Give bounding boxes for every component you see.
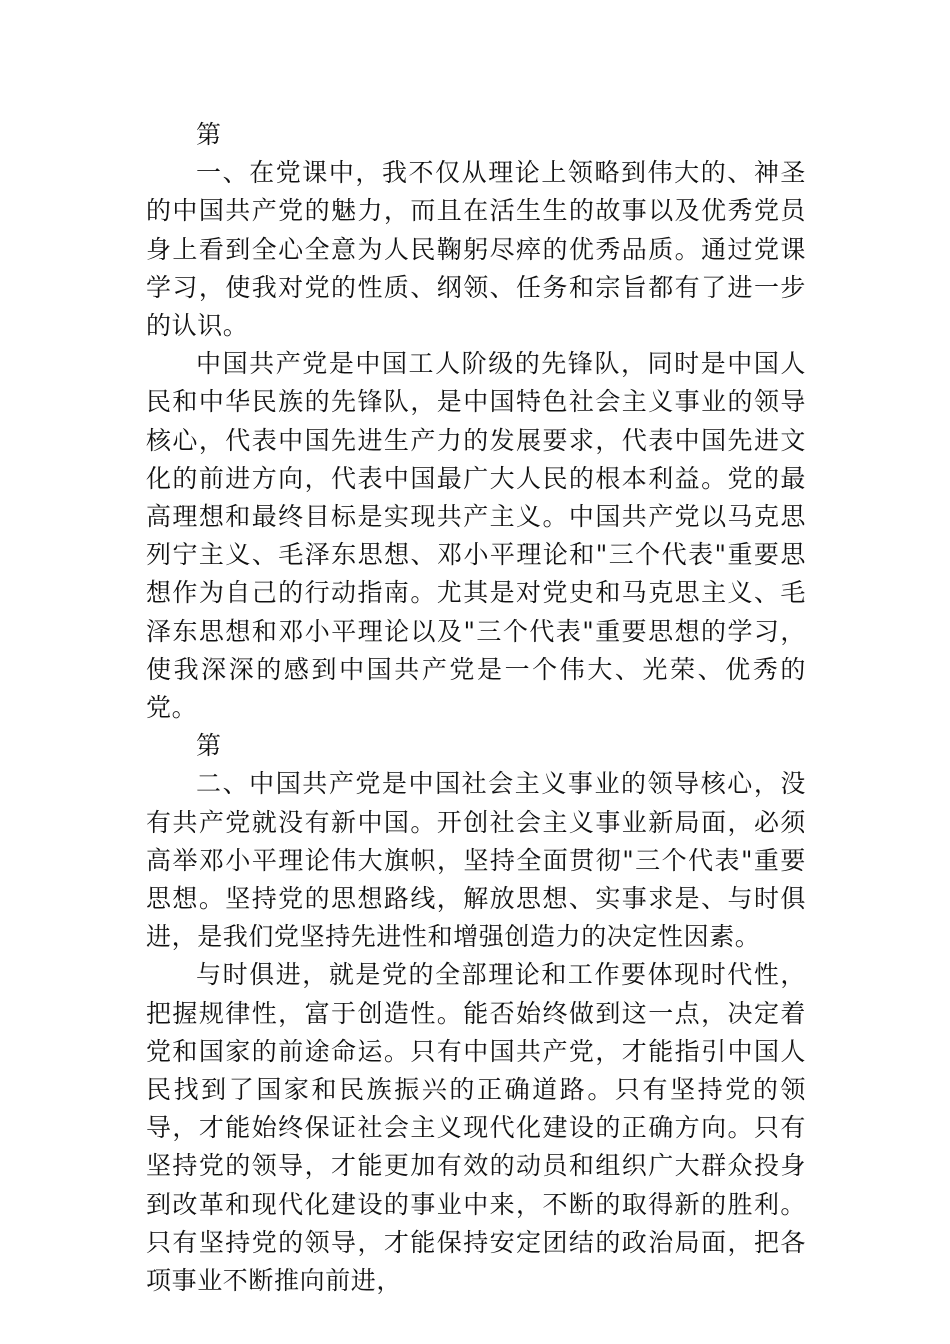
paragraph-3: 中国共产党是中国工人阶级的先锋队，同时是中国人民和中华民族的先锋队，是中国特色社会主义事业的领导核心，代表中国先进生产力的发展要求，代表中国先进文化的前进方向，代表中国最广大人民的根本利益。党的最高理想和最终目标是实现共产主义。中国共产党以马克思列宁主义、毛泽东思想、邓小平理论和"三个代表"重要思想作为自己的行动指南。尤其是对党史和马克思主义、毛泽东思想和邓小平理论以及"三个代表"重要思想的学习，使我深深的感到中国共产党是一个伟大、光荣、优秀的党。 [146, 349, 806, 723]
paragraph-4-heading: 第 [196, 731, 222, 761]
paragraph-5: 二、中国共产党是中国社会主义事业的领导核心，没有共产党就没有新中国。开创社会主义事业新局面，必须高举邓小平理论伟大旗帜，坚持全面贯彻"三个代表"重要思想。坚持党的思想路线，解放思想、实事求是、与时俱进，是我们党坚持先进性和增强创造力的决定性因素。 [146, 769, 806, 952]
paragraph-1-heading: 第 [196, 120, 222, 149]
paragraph-6: 与时俱进，就是党的全部理论和工作要体现时代性，把握规律性，富于创造性。能否始终做到这一点，决定着党和国家的前途命运。只有中国共产党，才能指引中国人民找到了国家和民族振兴的正确道路。只有坚持党的领导，才能始终保证社会主义现代化建设的正确方向。只有坚持党的领导，才能更加有效的动员和组织广大群众投身到改革和现代化建设的事业中来，不断的取得新的胜利。只有坚持党的领导，才能保持安定团结的政治局面，把各项事业不断推向前进， [146, 960, 806, 1296]
paragraph-2: 一、在党课中，我不仅从理论上领略到伟大的、神圣的中国共产党的魅力，而且在活生生的故事以及优秀党员身上看到全心全意为人民鞠躬尽瘁的优秀品质。通过党课学习，使我对党的性质、纲领、任务和宗旨都有了进一步的认识。 [146, 158, 806, 341]
document-body [146, 116, 806, 1300]
